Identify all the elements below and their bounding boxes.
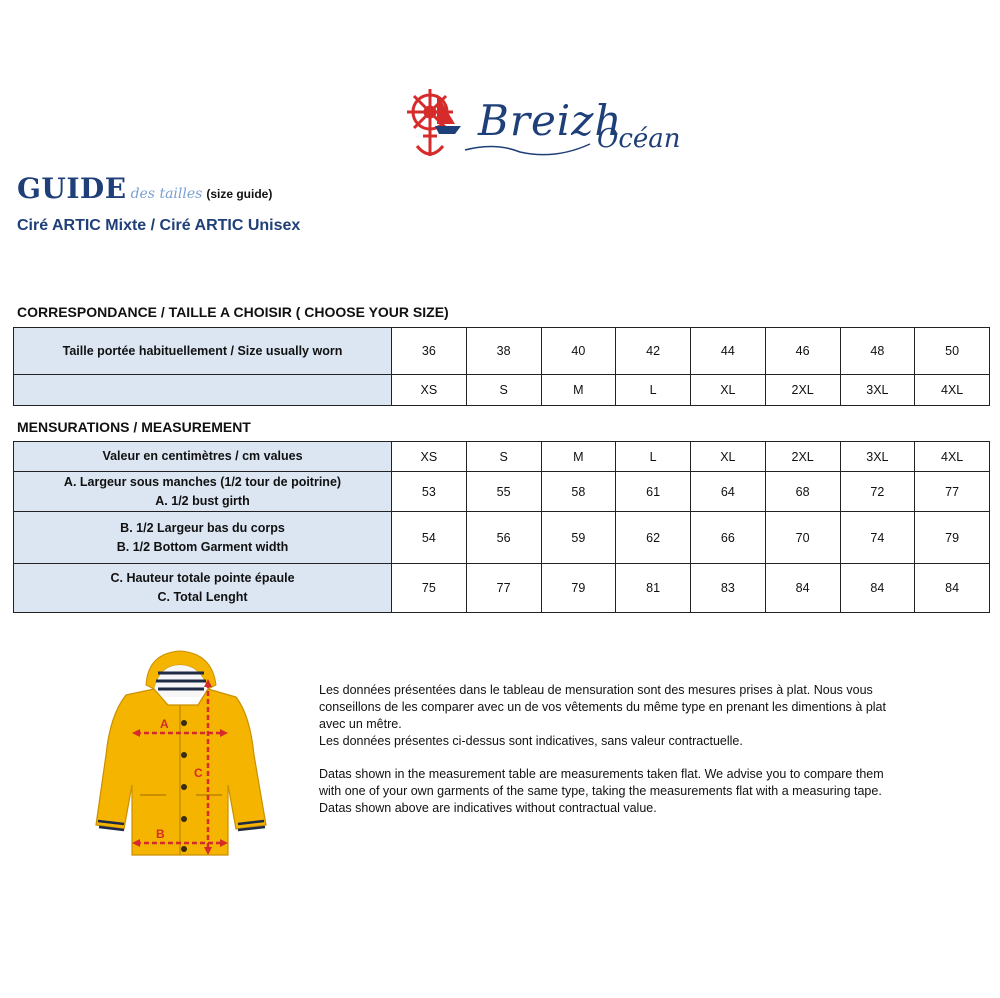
table-cell: S xyxy=(466,375,541,406)
table-cell: 36 xyxy=(392,328,467,375)
guide-title: GUIDE xyxy=(17,172,127,205)
row-label-en: C. Total Lenght xyxy=(157,590,248,604)
table-cell: 56 xyxy=(466,512,541,564)
brand-name-suffix: Océan xyxy=(597,124,681,154)
description-en-disclaimer: Datas shown above are indicatives without contractual value. xyxy=(319,801,657,815)
description-en-paragraph: Datas shown in the measurement table are measurements taken flat. We advise you to compare them with one of your own garments of the same type, taking the measurements flat with a measuring tape. xyxy=(319,767,884,798)
row-label-en: B. 1/2 Bottom Garment width xyxy=(116,539,289,554)
table-header-cell: 4XL xyxy=(915,442,990,472)
table-header-row xyxy=(14,442,990,472)
header-label: Valeur en centimètres / cm values xyxy=(14,442,392,472)
description-fr xyxy=(319,682,909,750)
table-cell: 58 xyxy=(541,472,616,512)
table-cell: XS xyxy=(392,375,467,406)
guide-note: (size guide) xyxy=(206,187,273,201)
table-cell: 55 xyxy=(466,472,541,512)
table-cell: 48 xyxy=(840,328,915,375)
table-cell: 44 xyxy=(691,328,766,375)
description-fr-paragraph: Les données présentées dans le tableau de mensuration sont des mesures prises à plat. Nous vous conseillons de les comparer avec un de vos vêtements du même type en prenant les dimentions à plat avec un mêtre. xyxy=(319,683,886,731)
table-cell: 59 xyxy=(541,512,616,564)
table-row xyxy=(14,512,990,564)
table-row xyxy=(14,375,990,406)
table-cell: 4XL xyxy=(915,375,990,406)
row-label-fr: C. Hauteur totale pointe épaule xyxy=(110,571,295,585)
guide-heading xyxy=(17,172,272,205)
table-cell: XL xyxy=(691,375,766,406)
table-cell: 75 xyxy=(392,564,467,613)
table-cell: 84 xyxy=(915,564,990,613)
row-label xyxy=(14,375,392,406)
table-cell: M xyxy=(541,375,616,406)
table-cell: 3XL xyxy=(840,375,915,406)
table-cell: 74 xyxy=(840,512,915,564)
row-label: Taille portée habituellement / Size usually worn xyxy=(14,328,392,375)
marker-c: C xyxy=(194,766,203,780)
marker-a: A xyxy=(160,717,169,731)
table-cell: 38 xyxy=(466,328,541,375)
table-cell: 84 xyxy=(840,564,915,613)
table-cell: 53 xyxy=(392,472,467,512)
table-cell: 79 xyxy=(541,564,616,613)
table-cell: 64 xyxy=(691,472,766,512)
table-cell: 54 xyxy=(392,512,467,564)
guide-subtitle: des tailles xyxy=(130,186,203,202)
measurement-title: MENSURATIONS / MEASUREMENT xyxy=(17,419,251,435)
row-label xyxy=(14,472,392,512)
table-cell: 81 xyxy=(616,564,691,613)
product-title: Ciré ARTIC Mixte / Ciré ARTIC Unisex xyxy=(17,217,301,234)
table-cell: 84 xyxy=(765,564,840,613)
correspondence-title: CORRESPONDANCE / TAILLE A CHOISIR ( CHOOSE YOUR SIZE) xyxy=(17,304,449,320)
raincoat-illustration xyxy=(88,645,308,865)
table-row xyxy=(14,472,990,512)
table-cell: 62 xyxy=(616,512,691,564)
description-en xyxy=(319,766,909,817)
table-cell: 2XL xyxy=(765,375,840,406)
table-header-cell: M xyxy=(541,442,616,472)
size-correspondence-table xyxy=(13,327,990,406)
table-cell: L xyxy=(616,375,691,406)
table-header-cell: 3XL xyxy=(840,442,915,472)
table-cell: 79 xyxy=(915,512,990,564)
table-cell: 66 xyxy=(691,512,766,564)
measurement-table xyxy=(13,441,990,613)
table-header-cell: XS xyxy=(392,442,467,472)
table-cell: 40 xyxy=(541,328,616,375)
table-header-cell: L xyxy=(616,442,691,472)
table-header-cell: S xyxy=(466,442,541,472)
brand-name: Breizh xyxy=(478,96,623,145)
description-fr-disclaimer: Les données présentes ci-dessus sont indicatives, sans valeur contractuelle. xyxy=(319,734,743,748)
table-cell: 50 xyxy=(915,328,990,375)
table-header-cell: XL xyxy=(691,442,766,472)
table-cell: 61 xyxy=(616,472,691,512)
table-row xyxy=(14,564,990,613)
row-label xyxy=(14,564,392,613)
row-label-fr: B. 1/2 Largeur bas du corps xyxy=(120,520,285,535)
table-cell: 77 xyxy=(466,564,541,613)
table-cell: 72 xyxy=(840,472,915,512)
table-cell: 68 xyxy=(765,472,840,512)
table-cell: 70 xyxy=(765,512,840,564)
marker-b: B xyxy=(156,827,165,841)
table-cell: 83 xyxy=(691,564,766,613)
row-label-en: A. 1/2 bust girth xyxy=(155,493,250,508)
row-label-fr: A. Largeur sous manches (1/2 tour de poitrine) xyxy=(63,474,342,489)
table-cell: 42 xyxy=(616,328,691,375)
table-cell: 46 xyxy=(765,328,840,375)
table-header-cell: 2XL xyxy=(765,442,840,472)
table-row xyxy=(14,328,990,375)
row-label xyxy=(14,512,392,564)
table-cell: 77 xyxy=(915,472,990,512)
